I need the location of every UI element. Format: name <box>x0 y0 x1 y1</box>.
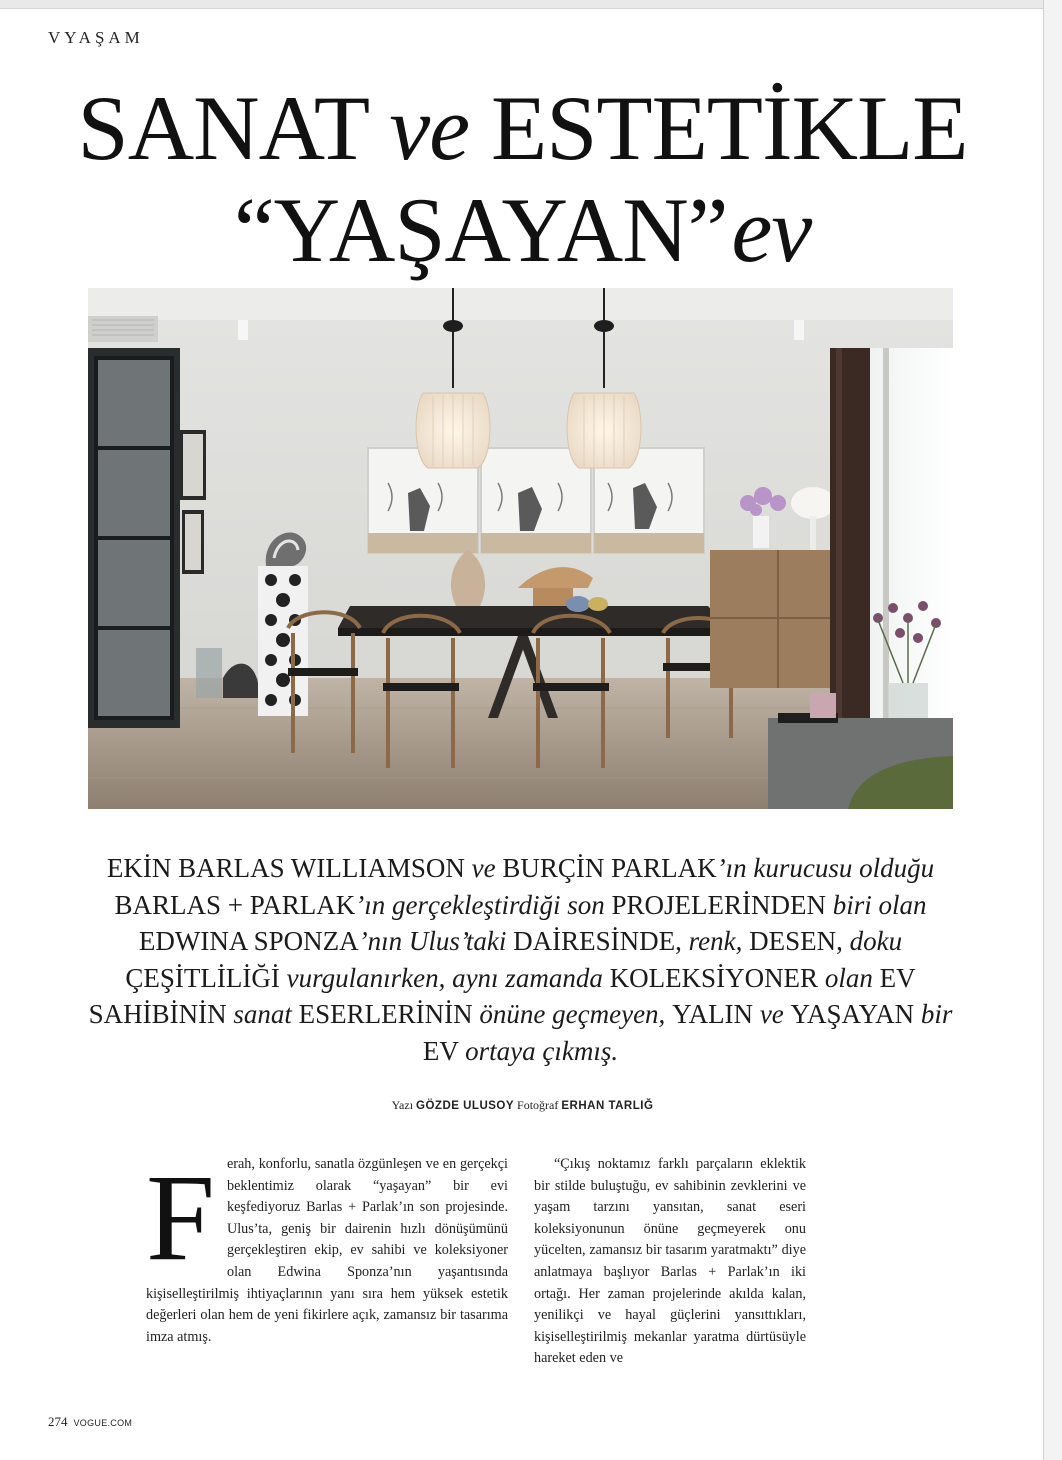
page-number: 274 <box>48 1414 68 1429</box>
lead-segment: ESERLERİNİN <box>298 999 480 1029</box>
lead-segment: renk, <box>688 926 750 956</box>
lead-segment: YALIN <box>672 999 760 1029</box>
lead-segment: ’nın Ulus’taki <box>358 926 514 956</box>
lead-segment: doku <box>849 926 903 956</box>
lead-segment: BURÇİN PARLAK <box>502 853 717 883</box>
headline-italic-ve: ve <box>389 77 470 179</box>
credits-line <box>0 1098 1045 1113</box>
lead-segment: KOLEKSİYONER <box>609 962 825 993</box>
lead-segment: vurgulanırken, aynı zamanda <box>286 962 610 993</box>
lead-segment: ’ın gerçekleştirdiği son <box>355 889 612 920</box>
body-text-1: erah, konforlu, sanatla özgünleşen ve en gerçekçi beklentimiz olarak “yaşayan” bir evi keşfediyoruz Barlas + Parlak’ın son projesinde. Ulus’ta, geniş bir dairenin hızlı dönüşümünü gerçekleştiren ekip, ev sahibi ve koleksiyoner olan Edwina Sponza’nın yaşantısında kişiselleştirilmiş ihtiyaçlarının yanı sıra hem yüksek estetik değerleri olan hem de yeni fikirlere açık, zamansız bir tasarıma imza atmış. <box>146 1156 508 1345</box>
body-column-2 <box>534 1154 806 1370</box>
lead-segment: PROJELERİNDEN <box>611 889 833 920</box>
headline-italic-ev: ev <box>731 179 812 281</box>
headline-word: ESTETİKLE <box>469 77 968 179</box>
headline-word: SANAT <box>77 77 390 179</box>
dining-room-illustration <box>88 288 953 809</box>
lead-segment: ’ın kurucusu olduğu <box>716 853 935 883</box>
writer-name: GÖZDE ULUSOY <box>416 1100 515 1112</box>
lead-segment: BARLAS + PARLAK <box>114 889 356 920</box>
lead-segment: YAŞAYAN <box>790 999 921 1029</box>
lead-segment: EV SAHİBİNİN <box>88 962 916 1029</box>
lead-segment: ve <box>471 853 503 883</box>
writer-label: Yazı <box>391 1098 414 1112</box>
lead-segment: EDWINA SPONZA <box>138 926 359 956</box>
body-text-2: “Çıkış noktamız farklı parçaların eklektik bir stilde buluştuğu, ev sahibinin zevklerini ve yaşam tarzını yansıtan, sanat eseri koleksiyonunun önüne geçmeyerek onu yücelten, zamansız bir tasarım yaratmaktı” diye anlatmaya başlıyor Barlas + Parlak’ın iki ortağı. Her zaman projelerinde akılda kalan, yenilikçi ve hayal güçlerini yansıttıkları, kişiselleştirilmiş mekanlar yaratma dürtüsüyle hareket eden ve <box>534 1156 806 1367</box>
dining-room-photo <box>88 288 953 809</box>
headline-line-2 <box>0 179 1045 281</box>
lead-paragraph <box>88 850 953 1069</box>
lead-segment: EKİN BARLAS WILLIAMSON <box>106 853 472 883</box>
lead-segment: DESEN, <box>749 926 850 956</box>
lead-segment: ÇEŞİTLİLİĞİ <box>125 962 287 993</box>
lead-segment: ve <box>759 999 791 1029</box>
photo-label: Fotoğraf <box>517 1098 559 1112</box>
lead-segment: önüne geçmeyen, <box>479 999 673 1029</box>
headline-line-1 <box>0 77 1045 179</box>
lead-segment: sanat <box>233 999 299 1029</box>
headline-word: “YAŞAYAN” <box>233 179 728 281</box>
lead-segment: DAİRESİNDE, <box>513 926 689 956</box>
magazine-site: VOGUE.COM <box>73 1418 133 1428</box>
lead-segment: bir <box>920 999 953 1029</box>
lead-segment: olan <box>824 962 880 993</box>
page-footer <box>48 1414 132 1430</box>
lead-segment: EV <box>422 1035 466 1066</box>
window-right-edge <box>1043 0 1062 1460</box>
body-column-1 <box>146 1149 508 1348</box>
lead-segment: ortaya çıkmış. <box>465 1035 619 1066</box>
window-top-edge <box>0 0 1062 9</box>
lead-segment: biri olan <box>832 889 927 920</box>
drop-cap: F <box>146 1149 215 1286</box>
photographer-name: ERHAN TARLIĞ <box>561 1100 654 1112</box>
section-label: VYAŞAM <box>48 28 144 47</box>
